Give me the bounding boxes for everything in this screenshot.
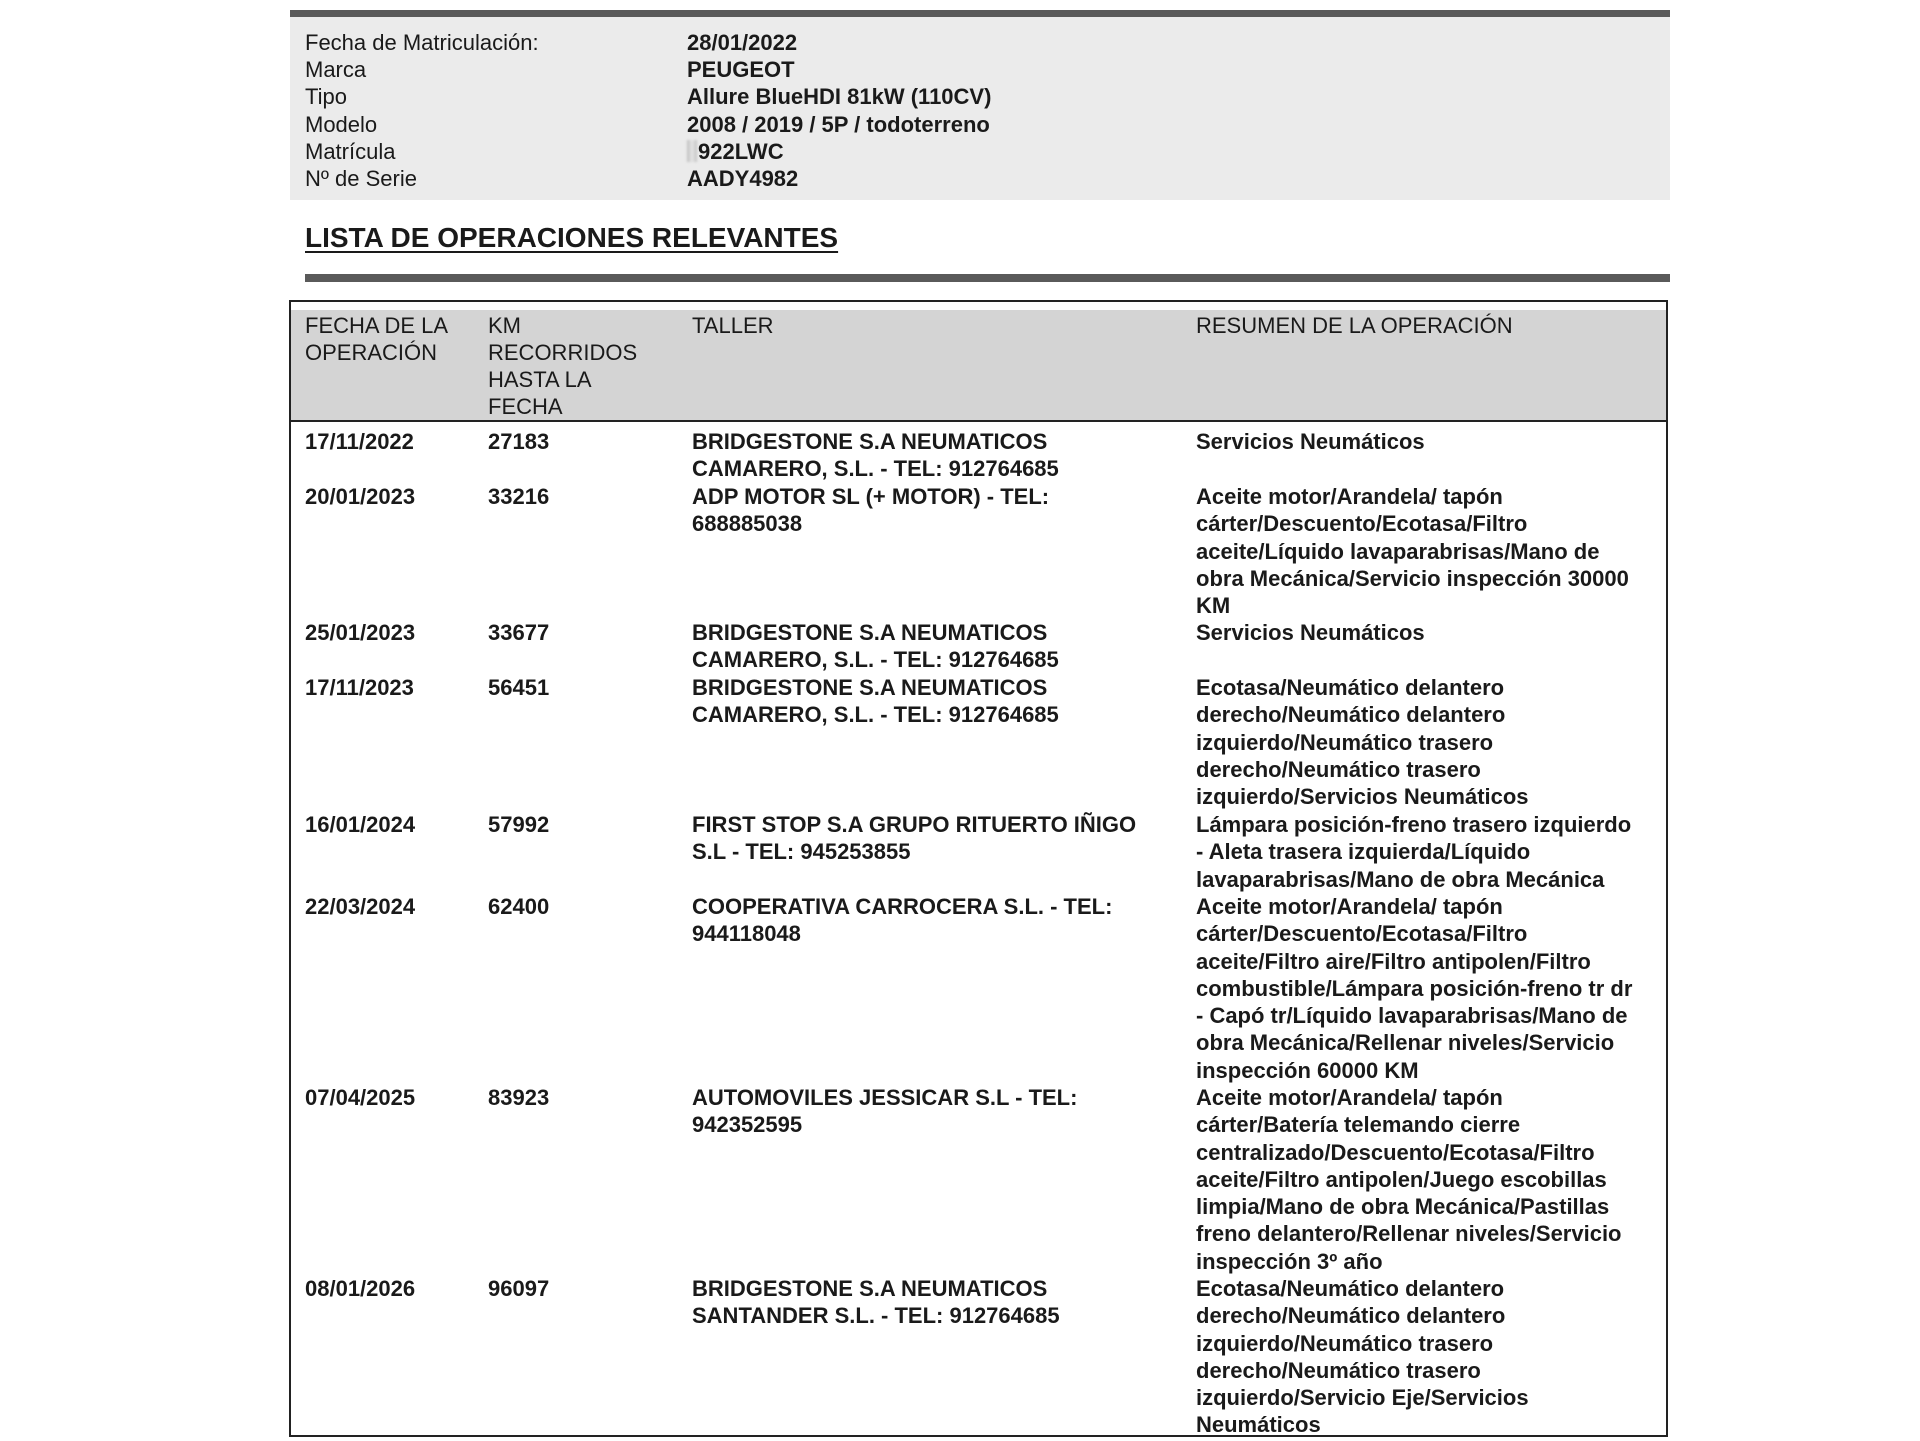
- cell-taller: ADP MOTOR SL (+ MOTOR) - TEL: 688885038: [692, 484, 1050, 537]
- cell-km: 33216: [488, 484, 550, 509]
- cell-taller: COOPERATIVA CARROCERA S.L. - TEL: 944118048: [692, 894, 1113, 947]
- header-km: KM RECORRIDOS HASTA LA FECHA: [488, 313, 638, 419]
- cell-date: 20/01/2023: [305, 484, 416, 509]
- cell-km: 56451: [488, 675, 550, 700]
- top-divider-bar: [290, 10, 1670, 17]
- cell-date: 17/11/2023: [305, 675, 414, 700]
- cell-resumen: Lámpara posición-freno trasero izquierdo - Aleta trasera izquierda/Líquido lavaparabrisas/Mano de obra Mecánica: [1196, 812, 1632, 892]
- cell-taller: AUTOMOVILES JESSICAR S.L - TEL: 942352595: [692, 1085, 1078, 1138]
- vehicle-info-panel: [290, 17, 1670, 200]
- vehicle-value: 2008 / 2019 / 5P / todoterreno: [687, 112, 990, 137]
- cell-date: 22/03/2024: [305, 894, 416, 919]
- cell-date: 07/04/2025: [305, 1085, 416, 1110]
- header-date: FECHA DE LA OPERACIÓN: [305, 313, 449, 365]
- cell-resumen: Aceite motor/Arandela/ tapón cárter/Descuento/Ecotasa/Filtro aceite/Líquido lavaparabrisas/Mano de obra Mecánica/Servicio inspección 30000 KM: [1196, 484, 1629, 619]
- header-resumen: RESUMEN DE LA OPERACIÓN: [1196, 313, 1513, 338]
- cell-resumen: Servicios Neumáticos: [1196, 620, 1425, 645]
- cell-date: 17/11/2022: [305, 429, 414, 454]
- redaction-mark: [687, 140, 697, 162]
- cell-taller: FIRST STOP S.A GRUPO RITUERTO IÑIGO S.L - TEL: 945253855: [692, 812, 1137, 865]
- table-header: [291, 310, 1666, 422]
- vehicle-value-plate: [687, 138, 784, 165]
- cell-date: 25/01/2023: [305, 620, 416, 645]
- cell-resumen: Servicios Neumáticos: [1196, 429, 1425, 454]
- cell-km: 33677: [488, 620, 550, 645]
- cell-taller: BRIDGESTONE S.A NEUMATICOS CAMARERO, S.L. - TEL: 912764685: [692, 429, 1059, 482]
- cell-taller: BRIDGESTONE S.A NEUMATICOS SANTANDER S.L. - TEL: 912764685: [692, 1276, 1060, 1329]
- operations-table: [289, 300, 1668, 1437]
- cell-taller: BRIDGESTONE S.A NEUMATICOS CAMARERO, S.L. - TEL: 912764685: [692, 675, 1059, 728]
- vehicle-value: 28/01/2022: [687, 30, 798, 55]
- cell-km: 96097: [488, 1276, 550, 1301]
- cell-taller: BRIDGESTONE S.A NEUMATICOS CAMARERO, S.L. - TEL: 912764685: [692, 620, 1059, 673]
- cell-km: 83923: [488, 1085, 550, 1110]
- cell-km: 57992: [488, 812, 550, 837]
- vehicle-value: Allure BlueHDI 81kW (110CV): [687, 84, 992, 109]
- cell-resumen: Aceite motor/Arandela/ tapón cárter/Descuento/Ecotasa/Filtro aceite/Filtro aire/Filtro antipolen/Filtro combustible/Lámpara posición-freno tr dr - Capó tr/Líquido lavaparabrisas/Mano de obra Mecánica/Rellenar niveles/Servicio inspección 60000 KM: [1196, 894, 1633, 1083]
- section-divider-bar: [305, 274, 1670, 282]
- vehicle-label: Marca: [305, 57, 367, 82]
- vehicle-label: Modelo: [305, 112, 378, 137]
- vehicle-label: Fecha de Matriculación:: [305, 30, 539, 55]
- plate-text: 922LWC: [698, 139, 784, 164]
- cell-km: 62400: [488, 894, 550, 919]
- cell-date: 08/01/2026: [305, 1276, 416, 1301]
- cell-km: 27183: [488, 429, 550, 454]
- header-taller: TALLER: [692, 313, 774, 338]
- cell-resumen: Ecotasa/Neumático delantero derecho/Neumático delantero izquierdo/Neumático trasero derecho/Neumático trasero izquierdo/Servicio Eje/Servicios Neumáticos: [1196, 1276, 1529, 1438]
- cell-resumen: Aceite motor/Arandela/ tapón cárter/Batería telemando cierre centralizado/Descuento/Ecotasa/Filtro aceite/Filtro antipolen/Juego escobillas limpia/Mano de obra Mecánica/Pastillas freno delantero/Rellenar niveles/Servicio inspección 3º año: [1196, 1085, 1622, 1274]
- cell-resumen: Ecotasa/Neumático delantero derecho/Neumático delantero izquierdo/Neumático trasero derecho/Neumático trasero izquierdo/Servicios Neumáticos: [1196, 675, 1529, 810]
- vehicle-value: PEUGEOT: [687, 57, 795, 82]
- section-title: LISTA DE OPERACIONES RELEVANTES: [305, 222, 839, 253]
- vehicle-value: AADY4982: [687, 166, 799, 191]
- vehicle-label: Nº de Serie: [305, 166, 417, 191]
- vehicle-label: Tipo: [305, 84, 347, 109]
- cell-date: 16/01/2024: [305, 812, 416, 837]
- vehicle-label: Matrícula: [305, 139, 396, 164]
